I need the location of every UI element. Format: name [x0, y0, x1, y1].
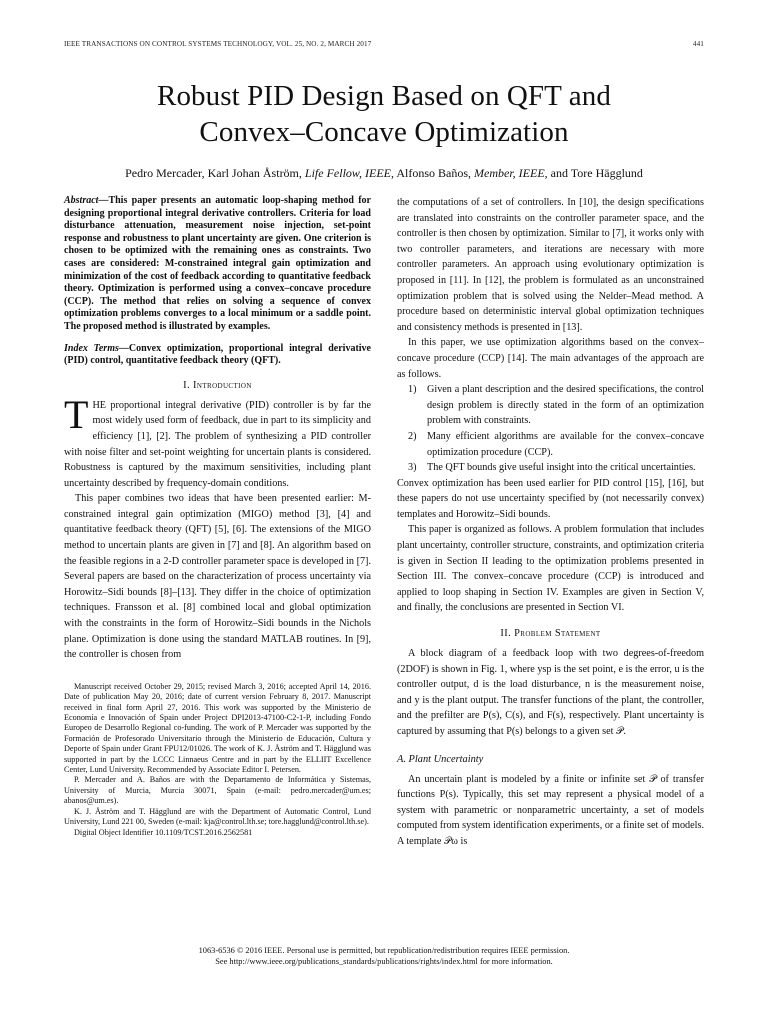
title-line-2: Convex–Concave Optimization: [199, 116, 569, 148]
footnote-manuscript: Manuscript received October 29, 2015; revised March 3, 2016; accepted April 14, 2016. Date of publication May 20, 2016; date of current version February 8, 2017. Manuscript received in final form April 27, 2016. This work was supported by the Ministerio de Economía e Innovación of Spain under Project DPI2013-47100-C2-1-P, including Fondo Europeo de Desarrollo Regional co-funding. The work of P. Mercader was supported by the Formación de Profesorado Universitario through the Ministerio de Educación, Cultura y Deporte of Spain under Grant FPU12/01026. The work of K. J. Åström and T. Hägglund was supported in part by the LCCC Linnaeus Centre and in part by the ELLIIT Excellence Center, Lund University. Recommended by Associate Editor I. Petersen.: [64, 681, 371, 775]
authors-part-2: , Alfonso Baños,: [391, 166, 475, 180]
left-column: [64, 195, 371, 850]
list-item: [397, 460, 704, 476]
list-item-number: 3): [408, 462, 417, 474]
right-column: [397, 195, 704, 850]
section-heading-introduction: I. Introduction: [183, 379, 252, 391]
index-terms-lead: Index Terms—: [64, 342, 129, 354]
section-heading-problem-statement: II. Problem Statement: [500, 628, 601, 640]
problem-paragraph-1: A block diagram of a feedback loop with two degrees-of-freedom (2DOF) is shown in Fig. 1, where ysp is the set point, e is the error, u is the controller output, d is the load disturbance, n is the measurement noise, and y is the plant output. The transfer functions of the plant, the controller, and the prefilter are P(s), C(s), and F(s), respectively. Plant uncertainty is captured by assuming that P(s) belongs to a given set 𝒫.: [397, 648, 704, 737]
list-item: [397, 382, 704, 429]
footnotes: [64, 682, 371, 838]
title-line-1: Robust PID Design Based on QFT and: [157, 80, 611, 112]
list-item-text: Given a plant description and the desired specifications, the control design problem is directly stated in the form of an optimization problem with constraints.: [427, 384, 704, 427]
advantages-list: [397, 382, 704, 476]
list-item-text: The QFT bounds give useful insight into the critical uncertainties.: [427, 462, 696, 474]
author-title-1: Life Fellow, IEEE: [304, 166, 391, 180]
journal-name: IEEE TRANSACTIONS ON CONTROL SYSTEMS TECHNOLOGY, VOL. 25, NO. 2, MARCH 2017: [64, 40, 372, 48]
list-item-number: 2): [408, 430, 417, 442]
abstract-lead: Abstract—: [64, 195, 109, 206]
problem-paragraph-2: An uncertain plant is modeled by a finite or infinite set 𝒫 of transfer functions P(s). Typically, this set may represent a physical model of a system with parametric or nonparametric uncertainty, a set of models computed from system identification experiments, or a finite set of models. A template 𝒫ω is: [397, 773, 704, 847]
list-item: [397, 429, 704, 460]
footnote-affiliation-murcia: P. Mercader and A. Baños are with the Departamento de Informática y Sistemas, University of Murcia, Murcia 30071, Spain (e-mail: pedro.mercader@um.es; abanos@um.es).: [64, 775, 371, 806]
two-column-body: [64, 195, 704, 850]
abstract-text: This paper presents an automatic loop-shaping method for designing proportional integral derivative controllers. Criteria for load disturbance attenuation, measurement noise injection, set-point response and robustness to plant uncertainty are given. One criterion is chosen to be optimized with the remaining ones as constraints. Two cases are considered: M-constrained integral gain optimization and minimization of the cost of feedback according to quantitative feedback theory. Optimization is performed using a convex–concave procedure (CCP). The method that relies on solving a sequence of convex optimization problems converges to a local minimum or a saddle point. The proposed method is illustrated by examples.: [64, 195, 371, 332]
authors-part-1: Pedro Mercader, Karl Johan Åström,: [125, 166, 305, 180]
index-terms-text: Convex optimization, proportional integral derivative (PID) control, quantitative feedback theory (QFT).: [64, 342, 371, 367]
drop-cap: T: [64, 391, 89, 437]
paper-title: [64, 78, 704, 150]
abstract: [64, 195, 371, 334]
intro-paragraph-5: Convex optimization has been used earlier for PID control [15], [16], but these papers do not use uncertainty specified by (not necessarily convex) templates and Horowitz–Sidi bounds.: [397, 477, 704, 520]
copyright-notice: [64, 945, 704, 967]
page-number: 441: [692, 40, 704, 48]
author-title-2: Member, IEEE: [474, 166, 545, 180]
intro-paragraph-3: the computations of a set of controllers. In [10], the design specifications are translated into constraints on the controller parameter space, and the controller is then chosen by optimization. Similar to [7], it works only with two controller parameters, and iterations are necessary with more controller parameters. An approach using evolutionary optimization is proposed in [11]. In [12], the problem is formulated as an unconstrained optimization problem that is solved using the Nelder–Mead method. A procedure based on deterministic interval global optimization techniques and consistency methods is presented in [13].: [397, 197, 704, 333]
running-header: [64, 40, 704, 54]
intro-paragraph-1-text: HE proportional integral derivative (PID) controller is by far the most widely used form of feedback, due in part to its simplicity and efficiency [1], [2]. The problem of synthesizing a PID controller with noise filter and set-point weighting for uncertain plants is considered. Robustness is captured by the maximum sensitivities, including plant uncertainty described by frequency-domain conditions.: [64, 399, 371, 489]
list-item-text: Many efficient algorithms are available for the convex–concave optimization procedure (CCP).: [427, 430, 704, 458]
footnote-doi: Digital Object Identifier 10.1109/TCST.2016.2562581: [74, 827, 253, 837]
intro-paragraph-6: This paper is organized as follows. A problem formulation that includes plant uncertainty, controller structure, constraints, and optimization criteria is given in Section II leading to the optimization problems presented in Section III. The convex–concave procedure (CCP) is introduced and applied to loop shaping in Section IV. Examples are given in Section V, and finally, the conclusions are presented in Section VI.: [397, 524, 704, 614]
author-list: [64, 165, 704, 181]
intro-paragraph-1: [64, 391, 371, 492]
copyright-line-1: 1063-6536 © 2016 IEEE. Personal use is permitted, but republication/redistribution requires IEEE permission.: [198, 946, 570, 955]
authors-part-3: , and Tore Hägglund: [544, 166, 643, 180]
subsection-heading-plant-uncertainty: A. Plant Uncertainty: [397, 753, 484, 765]
intro-paragraph-2: This paper combines two ideas that have been presented earlier: M-constrained integral gain optimization (MIGO) method [3], [4] and quantitative feedback theory (QFT) [5], [6]. The extensions of the MIGO method to uncertain plants are given in [7] and [8]. An algorithm based on the feasible regions in a 2-D controller parameter space is developed in [7]. Several papers are based on the characterization of process uncertainty via Horowitz–Sidi bounds [8]–[13]. They differ in the choice of optimization techniques. Fransson et al. [8] combined local and global optimization with the constraints in the form of Horowitz–Sidi bounds in the Nichols plane. Optimization is done using the standard MATLAB routines. In [9], the controller is chosen from: [64, 493, 371, 661]
intro-paragraph-4: In this paper, we use optimization algorithms based on the convex–concave procedure (CCP) [14]. The main advantages of the approach are as follows.: [397, 337, 704, 380]
copyright-line-2: See http://www.ieee.org/publications_standards/publications/rights/index.html for more information.: [215, 957, 553, 966]
index-terms: [64, 343, 371, 368]
footnote-affiliation-lund: K. J. Åström and T. Hägglund are with the Department of Automatic Control, Lund University, Lund 221 00, Sweden (e-mail: kja@control.lth.se; tore.hagglund@control.lth.se).: [64, 806, 371, 827]
list-item-number: 1): [408, 384, 417, 396]
